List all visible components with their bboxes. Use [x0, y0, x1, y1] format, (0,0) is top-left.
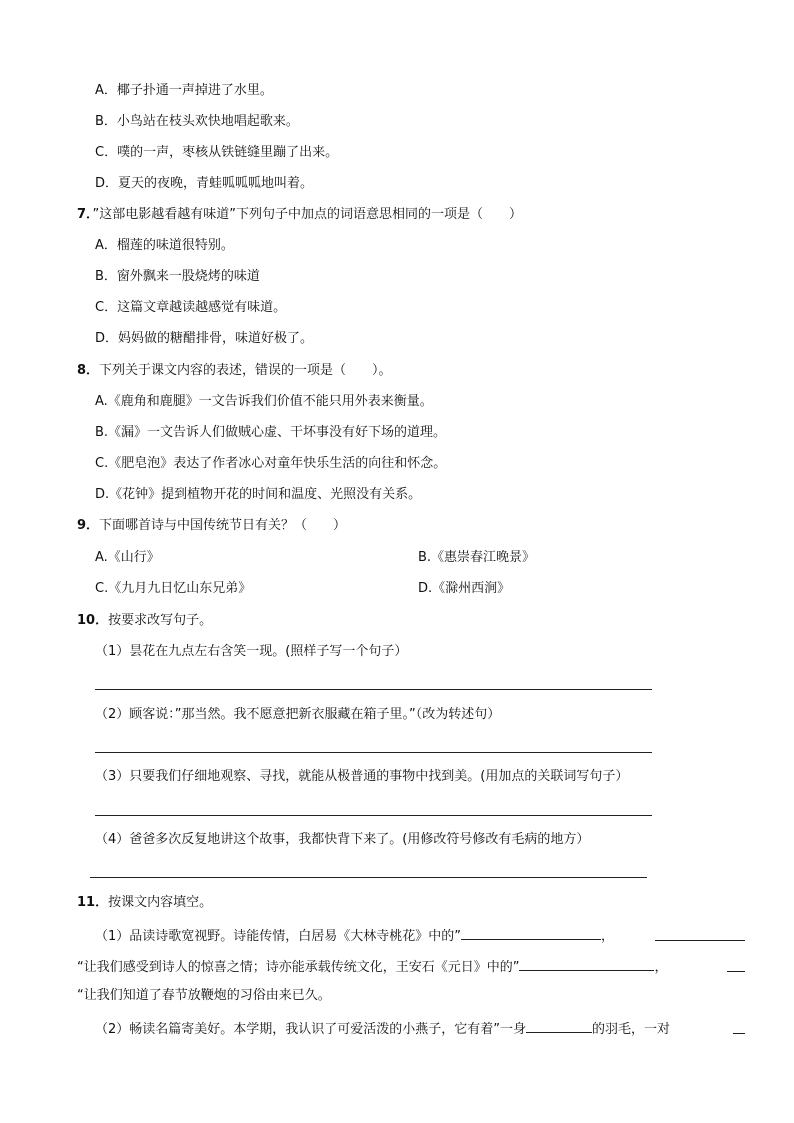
q11-part1-text-c: “让我们感受到诗人的惊喜之情；诗亦能承载传统文化，王安石《元日》中的”	[77, 960, 520, 975]
q10-item-3: （3）只要我们仔细地观察、寻找，就能从极普通的事物中找到美。(用加点的关联词写句子）	[95, 769, 629, 784]
q6-option-d: D．夏天的夜晚，青蛙呱呱呱地叫着。	[95, 176, 314, 191]
q7-option-a: A．榴莲的味道很特别。	[95, 238, 234, 253]
q11-blank-2[interactable]	[655, 940, 745, 941]
q11-part1-text-a: （1）品读诗歌宽视野。诗能传情，白居易《大林寺桃花》中的”	[95, 929, 462, 944]
q9-number: 9．	[77, 518, 100, 533]
q10-answer-line-3	[95, 815, 652, 816]
q11-blank-3[interactable]	[519, 956, 654, 971]
q10-answer-line-4	[90, 877, 647, 878]
q7-question	[77, 206, 522, 224]
q6-option-a: A．椰子扑通一声掉进了水里。	[95, 83, 273, 98]
q9-option-c: C.《九月九日忆山东兄弟》	[95, 581, 252, 596]
q11-number: 11．	[77, 895, 109, 910]
q7-option-d: D．妈妈做的糖醋排骨，味道好极了。	[95, 331, 314, 346]
q10-answer-line-1	[95, 689, 652, 690]
q6-option-b: B．小鸟站在枝头欢快地唱起歌来。	[95, 114, 299, 129]
q9-option-d: D.《滁州西涧》	[418, 581, 511, 596]
q10-item-1: （1）昙花在九点左右含笑一现。(照样子写一个句子）	[95, 644, 408, 659]
q8-stem: 下列关于课文内容的表述，错误的一项是（ ）。	[99, 363, 392, 378]
q11-blank-1[interactable]	[461, 925, 601, 940]
q10-question	[77, 612, 212, 630]
q7-stem: ”这部电影越看越有味道”下列句子中加点的词语意思相同的一项是（ ）	[92, 207, 523, 222]
q7-option-b: B．窗外飘来一股烧烤的味道	[95, 269, 260, 284]
q11-part1-text-b: ，	[601, 929, 615, 944]
q8-option-b: B.《漏》一文告诉人们做贼心虚、干坏事没有好下场的道理。	[95, 425, 447, 440]
q6-option-c: C．噗的一声，枣核从铁链缝里蹦了出来。	[95, 145, 339, 160]
q11-part1-line1	[95, 925, 614, 946]
q11-part2-text-a: （2）畅读名篇寄美好。本学期，我认识了可爱活泼的小燕子，它有着”一身	[95, 1022, 527, 1037]
q10-item-4: （4）爸爸多次反复地讲这个故事，我都快背下来了。(用修改符号修改有毛病的地方）	[95, 832, 590, 847]
q11-part1-text-d: ，	[654, 960, 668, 975]
q8-option-a: A.《鹿角和鹿腿》一文告诉我们价值不能只用外表来衡量。	[95, 394, 433, 409]
q11-part2-line1	[95, 1018, 670, 1039]
q9-option-b: B.《惠崇春江晚景》	[418, 550, 536, 565]
q11-blank-5[interactable]	[526, 1018, 592, 1033]
q9-stem: 下面哪首诗与中国传统节日有关？（ ）	[99, 518, 347, 533]
q11-part1-line2	[77, 956, 668, 977]
q10-number: 10．	[77, 613, 109, 628]
q10-item-2: （2）顾客说：”那当然。我不愿意把新衣服藏在箱子里。”（改为转述句）	[95, 707, 501, 722]
q8-number: 8．	[77, 363, 100, 378]
q11-part1-text-e: “让我们知道了春节放鞭炮的习俗由来已久。	[77, 988, 331, 1003]
q11-blank-4[interactable]	[727, 971, 745, 972]
q7-number: 7．	[77, 207, 93, 222]
q8-question	[77, 362, 392, 380]
q11-stem: 按课文内容填空。	[108, 895, 213, 910]
q10-answer-line-2	[95, 752, 652, 753]
q9-question	[77, 517, 346, 535]
q8-option-c: C.《肥皂泡》表达了作者冰心对童年快乐生活的向往和怀念。	[95, 456, 447, 471]
q10-stem: 按要求改写句子。	[108, 613, 213, 628]
q9-option-a: A.《山行》	[95, 550, 160, 565]
q11-part2-text-b: 的羽毛，一对	[592, 1022, 671, 1037]
q11-blank-6[interactable]	[733, 1033, 745, 1034]
q11-question	[77, 894, 212, 912]
q8-option-d: D.《花钟》提到植物开花的时间和温度、光照没有关系。	[95, 487, 422, 502]
q7-option-c: C．这篇文章越读越感觉有味道。	[95, 300, 287, 315]
